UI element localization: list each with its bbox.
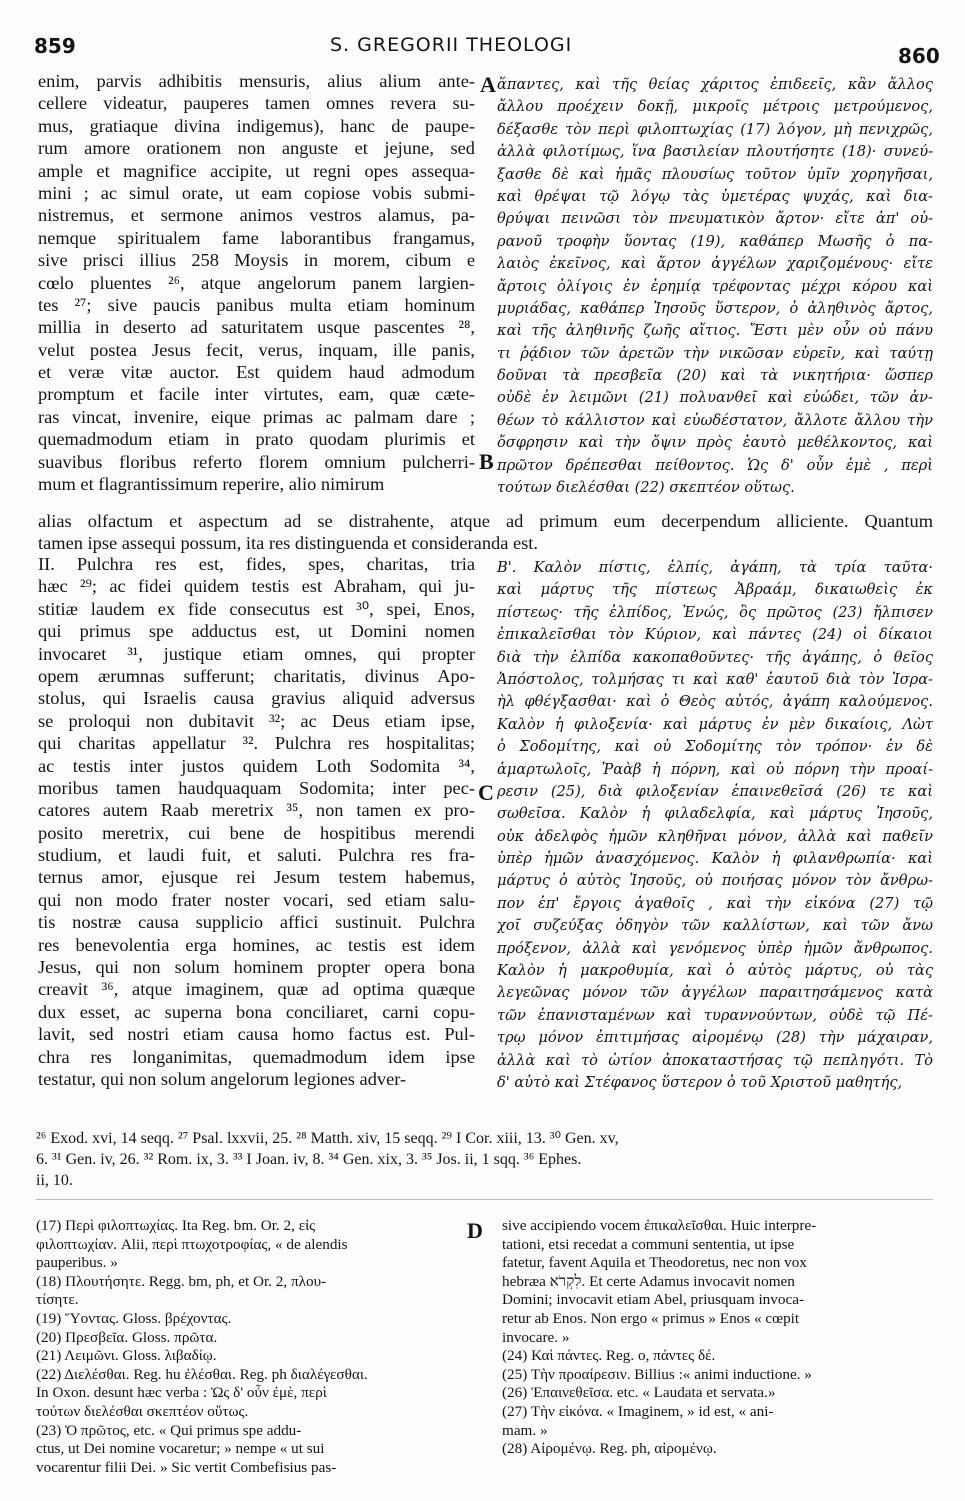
scripture-citations (36, 1128, 931, 1191)
text-line: posito meretrix, cui bene de hospitibus merendi (38, 822, 475, 843)
text-line: invocaret ³¹, justique etiam omnes, qui propter (38, 643, 475, 664)
text-line: tes ²⁷; sive paucis panibus multa etiam hominum (38, 294, 475, 315)
text-line: μάρτυς ὁ αὐτὸς Ἰησοῦς, οὐ ποιήσας μόνον τὸν ἄνθρω- (497, 872, 933, 890)
text-line: chra res longanimitas, quemadmodum idem ipse (38, 1046, 475, 1067)
footnotes-right (502, 1217, 934, 1459)
text-line: (25) Τὴν προαίρεσιν. Billius :« animi inductione. » (502, 1365, 812, 1383)
text-line: lavit, sed nostri etiam causa homo factus est. Pul- (38, 1024, 475, 1045)
text-line: (24) Καὶ πάντες. Reg. o, πάντες δέ. (502, 1347, 716, 1365)
text-line: ὑπὲρ ἡμῶν ἀνασχόμενος. Καλὸν ἡ φιλανθρωπία· καὶ (497, 850, 933, 868)
text-line: testatur, qui non solum angelorum legiones adver- (38, 1068, 407, 1089)
text-line: tamen ipse assequi possum, ita res distinguenda et consideranda est. (38, 533, 539, 554)
text-line: hæc ²⁹; ac fidei quidem testis est Abraham, qui ju- (38, 576, 475, 597)
text-line: πον ἐπ' ἔργοις ἀγαθοῖς , καὶ τὴν εἰκόνα (27) τῷ (497, 894, 933, 912)
page-number-right: 860 (898, 44, 940, 68)
text-line: ἀλλὰ καὶ τὸ ὠτίον ἀποκαταστήσας τῷ πεπληγότι. Τὸ (497, 1051, 933, 1069)
text-line: ἄρτοις ὀλίγοις ἐν ἐρημίᾳ τρέφοντας μέχρι κόρου καὶ (497, 277, 933, 295)
text-line: (26) Ἐπαινεθεῖσα. etc. « Laudata et servata.» (502, 1384, 776, 1402)
text-line: dux esset, ac superna bona conciliaret, carni copu- (38, 1001, 475, 1022)
text-line: nistremus, et sermone animos vestros alamus, pa- (38, 205, 475, 226)
text-line: λαιὸς ἐκεῖνος, καὶ ἄρτον ἀγγέλων χαριζομένους· εἴτε (497, 255, 933, 273)
text-line: φιλοπτωχίαν. Alii, περὶ πτωχοτροφίας, « de alendis (36, 1235, 348, 1253)
text-line: δοῦναι τὰ πρεσβεῖα (20) καὶ τὰ νικητήρια· ὥσπερ (497, 367, 933, 385)
running-title: S. GREGORII THEOLOGI (330, 34, 573, 56)
running-header (0, 32, 965, 68)
text-line: ἄλλου προέχειν δοκῇ, μικροῖς μέτροις μετρούμενος, (497, 98, 933, 116)
text-line: μυριάδας, καθάπερ Ἰησοῦς ὕστερον, ὁ ἀληθινὸς ἄρτος, (497, 299, 933, 317)
text-line: alias olfactum et aspectum ad se distrahente, atque ad primum eum decerpendum alliciente. Quantum (38, 511, 933, 531)
text-line: δ' αὐτὸ καὶ Στέφανος ὕστερον ὁ τοῦ Χριστοῦ μαθητής, (497, 1073, 903, 1091)
text-line: ὴλ φθέγξασθαι· καὶ ὁ Θεὸς αὐτός, ἀγάπη καλούμενος. (497, 693, 933, 711)
text-line: velut postea Jesus fecit, verus, inquam, ille panis, (38, 339, 475, 360)
text-line: (28) Αἰρομένῳ. Reg. ph, αἰρομένῳ. (502, 1440, 717, 1458)
text-line: qui non modo frater noster vocari, sed etiam salu- (38, 889, 475, 910)
text-line: mam. » (502, 1421, 548, 1439)
text-line: In Oxon. desunt hæc verba : Ὡς δ' οὖν ἐμὲ, περὶ (36, 1384, 327, 1402)
text-line: ρεσιν (25), διὰ φιλοξενίαν ἐπαινεθεῖσά (26) τε καὶ (497, 782, 933, 800)
greek-column-1 (497, 74, 933, 499)
full-width-text (38, 510, 933, 555)
text-line: Jesus, qui non solum hominem propter opera bona (38, 957, 475, 978)
text-line: stitiæ laudem ex fide consecutus est ³⁰, spei, Enos, (38, 598, 475, 619)
text-line: fatetur, favent Aquila et Theodoretus, nec non vox (502, 1254, 807, 1272)
text-line: ternus amor, ejusque rei Jesum testem habemus, (38, 867, 475, 888)
text-line: πρόξενον, ἀλλὰ καὶ γενόμενος ὑπὲρ ἡμῶν ἄνθρωπος. (497, 939, 933, 957)
section-marker-b: B (479, 449, 494, 474)
text-line: rum amore orationem non anguste et jejune, sed (38, 138, 475, 159)
text-line: τρῳ μόνον ἐπιτιμήσας αἰρομένῳ (28) τὴν μάχαιραν, (497, 1029, 933, 1047)
text-line: vocarentur filii Dei. » Sic vertit Combefisius pas- (36, 1458, 337, 1476)
section-marker-c: C (478, 780, 494, 805)
text-line: τῶν ἐπανισταμένων καὶ τυραννούντων, οὐδὲ τῷ Πέ- (497, 1006, 933, 1024)
text-line: mus, gratiaque divina indigemus), hanc de paupe- (38, 115, 475, 136)
text-line: qui primus spe adductus est, ut Domini nomen (38, 621, 475, 642)
text-line: (20) Πρεσβεῖα. Gloss. πρῶτα. (36, 1328, 218, 1346)
text-line: ὁ Σοδομίτης, καὶ οὐ Σοδομίτης τὸν τρόπον· ἐν δὲ (497, 738, 933, 756)
text-line: stolus, qui Israelis causa gravius aliquid adversus (38, 688, 475, 709)
text-line: ὄσφρησιν καὶ τὴν ὄψιν πρὸς ἑαυτὸ μεθέλκοντος, καὶ (497, 434, 933, 452)
text-line: ctus, ut Dei nomine vocaretur; » nempe « ut sui (36, 1440, 325, 1458)
text-line: ἁμαρτωλοῖς, Ῥαὰβ ἡ πόρνη, καὶ οὐ πόρνη τὴν προαί- (497, 760, 933, 778)
text-line: ἐπικαλεῖσθαι τὸν Κύριον, καὶ πάντες (24) οἱ δίκαιοι (497, 626, 933, 644)
text-line: τίσητε. (36, 1291, 79, 1309)
text-line: (19) Ὕοντας. Gloss. βρέχοντας. (36, 1309, 232, 1327)
text-line: οὐκ ἀδελφὸς ἡμῶν κληθῆναι μόνον, ἀλλὰ καὶ παθεῖν (497, 827, 933, 845)
text-line: sive accipiendo vocem ἐπικαλεῖσθαι. Huic interpre- (502, 1217, 817, 1234)
text-line: res benevolentia erga homines, ac testis est idem (38, 934, 475, 955)
text-line: Domini; invocavit etiam Abel, priusquam invoca- (502, 1291, 804, 1309)
footnote-separator (36, 1199, 933, 1200)
text-line: ras vincat, invenire, eique primas ac palmam dare ; (38, 406, 475, 427)
text-line: ²⁶ Exod. xvi, 14 seqq. ²⁷ Psal. lxxvii, 25. ²⁸ Matth. xiv, 15 seqq. ²⁹ I Cor. xiii, 13. ³⁰ Gen. xv, (36, 1130, 619, 1147)
text-line: καὶ θρέψαι τῷ λόγῳ τὰς ὑμετέρας ψυχάς, καὶ δια- (497, 187, 933, 205)
text-line: πίστεως· τῆς ἐλπίδος, Ἐνώς, ὃς πρῶτος (23) ἤλπισεν (497, 603, 933, 621)
text-line: creavit ³⁶, atque imaginem, quæ ad optima quæque (38, 979, 475, 1000)
text-line: ἀλλὰ φιλοτίμως, ἵνα βασιλείαν πλουτήσητε (18)· συνεύ- (497, 143, 933, 161)
text-line: opem ærumnas sufferunt; charitatis, divinus Apo- (38, 665, 475, 686)
text-line: promptum et facile inter virtutes, eam, quæ cæte- (38, 384, 475, 405)
text-line: καὶ μάρτυς τῆς πίστεως Ἀβραάμ, δικαιωθεὶς ἐκ (497, 581, 933, 599)
text-line: mum et flagrantissimum reperire, alio nimirum (38, 474, 385, 495)
text-line: (17) Περὶ φιλοπτωχίας. Ita Reg. bm. Or. 2, εἰς (36, 1217, 316, 1234)
latin-column-2 (38, 553, 475, 1090)
text-line: (23) Ὁ πρῶτος, etc. « Qui primus spe addu- (36, 1421, 302, 1439)
text-line: καὶ τῆς ἀληθινῆς ζωῆς αἴτιος. Ἔστι μὲν οὖν οὐ πάνυ (497, 322, 933, 340)
text-line: qui charitas appellatur ³². Pulchra res hospitalitas; (38, 733, 475, 754)
text-line: ρανοῦ τροφὴν ὕοντας (19), καθάπερ Μωσῆς ὁ πα- (497, 232, 933, 250)
text-line: millia in deserto ad saturitatem usque pascentes ²⁸, (38, 317, 475, 338)
text-line: (22) Διελέσθαι. Reg. hu ἐλέσθαι. Reg. ph διαλέγεσθαι. (36, 1365, 368, 1383)
text-line: pauperibus. » (36, 1254, 118, 1272)
text-line: (18) Πλουτήσητε. Regg. bm, ph, et Or. 2, πλου- (36, 1272, 327, 1290)
text-line: ac testis inter justos quidem Loth Sodomita ³⁴, (38, 755, 475, 776)
text-line: se proloqui non dubitavit ³²; ac Deus etiam ipse, (38, 710, 475, 731)
text-line: ii, 10. (36, 1172, 73, 1189)
text-line: θρύψαι πεινῶσι τὸν πνευματικὸν ἄρτον· εἴτε ἀπ' οὐ- (497, 210, 933, 228)
text-line: θέων τὸ κάλλιστον καὶ εὐωδέστατον, ἄλλοτε ἄλλου τὴν (497, 411, 933, 429)
text-line: τούτων διελέσθαι (22) σκεπτέον οὕτως. (497, 479, 795, 497)
section-marker-a: A (480, 72, 496, 97)
text-line: (21) Λειμῶνι. Gloss. λιβαδίῳ. (36, 1347, 217, 1365)
text-line: quemadmodum etiam in prato quodam plurimis et (38, 429, 475, 450)
text-line: σωθεῖσα. Καλὸν ἡ φιλαδελφία, καὶ μάρτυς Ἰησοῦς, (497, 805, 933, 823)
text-line: tationi, etsi recedat a communi sententia, ut ipse (502, 1235, 795, 1253)
greek-column-2 (497, 557, 933, 1094)
text-line: οὐδὲ ἐν λειμῶνι (21) πολυανθεῖ καὶ εὐώδει, τῶν ἀν- (497, 389, 933, 407)
text-line: Καλὸν ἡ φιλοξενία· καὶ μάρτυς ἐν μὲν δικαίοις, Λὼτ (497, 715, 933, 733)
text-line: διὰ τὴν ἐλπίδα κακοπαθοῦντες· τῆς ἀγάπης, ὁ θεῖος (497, 648, 933, 666)
text-line: cellere videatur, pauperes tamen omnes revera su- (38, 93, 475, 114)
text-line: τι ῥᾴδιον τῶν ἀρετῶν τὴν νικῶσαν εὑρεῖν, καὶ ταύτῃ (497, 344, 933, 362)
text-line: δέξασθε τὸν περὶ φιλοπτωχίας (17) λόγον, μὴ πενιχρῶς, (497, 120, 933, 138)
text-line: invocare. » (502, 1328, 570, 1346)
text-line: moribus tamen haudquaquam Sodomita; inter pec- (38, 777, 475, 798)
text-line: ξασθε δὲ καὶ ἡμᾶς πλουσίως τοῦτον ὑμῖν χορηγῆσαι, (497, 165, 933, 183)
text-line: tis nostræ causa supplicio affici sustinuit. Pulchra (38, 912, 475, 933)
text-line: hebræa לִקְרֹא. Et certe Adamus invocavit nomen (502, 1272, 795, 1290)
text-line: Καλὸν ἡ μακροθυμία, καὶ ὁ αὐτὸς μάρτυς, οὐ τὰς (497, 962, 933, 980)
text-line: sive prisci illius 258 Moysis in morem, cibum e (38, 250, 475, 271)
text-line: ample et magnifice accipite, ut regni opes assequa- (38, 160, 475, 181)
latin-column-1 (38, 70, 475, 495)
text-line: cœlo pluentes ²⁶, atque angelorum panem largien- (38, 272, 475, 293)
text-line: II. Pulchra res est, fides, spes, charitas, tria (38, 554, 475, 574)
text-line: λεγεῶνας μόνον τῶν ἀγγέλων παραιτησάμενος κατὰ (497, 984, 933, 1002)
text-line: studium, et laudi fuit, et saluti. Pulchra res fra- (38, 845, 475, 866)
text-line: Β'. Καλὸν πίστις, ἐλπίς, ἀγάπη, τὰ τρία ταῦτα· (497, 559, 933, 576)
footnotes-left (36, 1217, 466, 1477)
text-line: nemque spiritualem fame laborantibus frangamus, (38, 227, 475, 248)
text-line: suavibus floribus referto florem omnium pulcherri- (38, 451, 475, 472)
text-line: τούτων διελέσθαι σκεπτέον οὕτως. (36, 1402, 249, 1420)
text-line: (27) Τὴν εἰκόνα. « Imaginem, » id est, « ani- (502, 1402, 774, 1420)
text-line: πρῶτον δρέπεσθαι πείθοντος. Ὡς δ' οὖν ἐμὲ , περὶ (497, 456, 933, 474)
text-line: χοῖ συζεύξας ὁδηγὸν τῶν καλλίστων, καὶ τῶν ἄνω (497, 917, 933, 935)
page-number-left: 859 (34, 34, 76, 58)
text-line: mini ; ac simul orate, ut eam copiose vobis submi- (38, 182, 475, 203)
text-line: Ἀπόστολος, τολμήσας τι καὶ καθ' ἑαυτοῦ διὰ τὸν Ἰσρα- (497, 670, 933, 688)
section-marker-d: D (467, 1218, 483, 1243)
text-line: retur ab Enos. Non ergo « primus » Enos « cœpit (502, 1309, 800, 1327)
text-line: 6. ³¹ Gen. iv, 26. ³² Rom. ix, 3. ³³ I Joan. iv, 8. ³⁴ Gen. xix, 3. ³⁵ Jos. ii, 1 sqq. ³⁶ Ephes. (36, 1151, 582, 1168)
text-line: catores autem Raab meretrix ³⁵, non tamen ex pro- (38, 800, 475, 821)
text-line: et veræ vitæ auctor. Est quidem haud admodum (38, 362, 475, 383)
text-line: ἅπαντες, καὶ τῆς θείας χάριτος ἐπιδεεῖς, κἂν ἄλλος (497, 76, 933, 93)
text-line: enim, parvis adhibitis mensuris, alius alium ante- (38, 71, 475, 91)
